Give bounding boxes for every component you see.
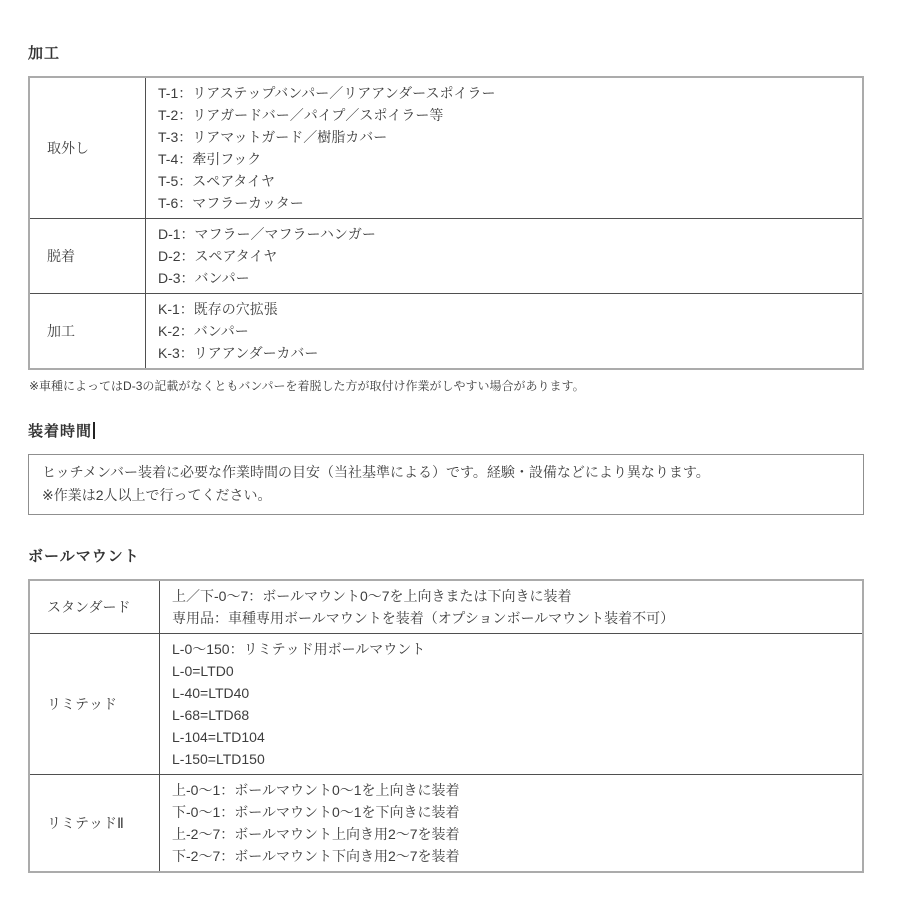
cell-line: D-1：マフラー／マフラーハンガー [158, 226, 376, 242]
row-content [146, 219, 862, 293]
cell-line: 下-2～7：ボールマウント下向き用2～7を装着 [172, 848, 460, 864]
row-content [146, 294, 862, 368]
cell-line: K-3：リアアンダーカバー [158, 345, 319, 361]
cell-line: T-6：マフラーカッター [158, 195, 304, 211]
cell-line: L-104=LTD104 [172, 729, 265, 745]
cell-line: 上-2～7：ボールマウント上向き用2～7を装着 [172, 826, 460, 842]
table-row-processing [30, 293, 862, 368]
table-row-detach [30, 218, 862, 293]
cell-line: T-4：牽引フック [158, 151, 262, 167]
info-line: ※作業は2人以上で行ってください。 [42, 487, 272, 503]
cell-line: T-3：リアマットガード／樹脂カバー [158, 129, 388, 145]
row-label: リミテッド [30, 634, 160, 774]
cell-line: T-2：リアガードバー／パイプ／スポイラー等 [158, 107, 444, 123]
row-content [160, 581, 862, 633]
section-title-processing: 加工 [28, 45, 61, 62]
info-line: ヒッチメンバー装着に必要な作業時間の目安（当社基準による）です。経験・設備などにより異なります。 [42, 464, 710, 480]
cell-line: 下-0～1：ボールマウント0～1を下向きに装着 [172, 804, 460, 820]
cell-line: L-0～150：リミテッド用ボールマウント [172, 641, 426, 657]
row-content [160, 775, 862, 871]
install-time-box [28, 454, 864, 515]
processing-table [28, 76, 864, 370]
cell-line: D-2：スペアタイヤ [158, 248, 278, 264]
table-row-limited-2 [30, 774, 862, 871]
cell-line: K-2：バンパー [158, 323, 249, 339]
text-cursor [93, 422, 95, 439]
cell-line: L-40=LTD40 [172, 685, 250, 701]
section-title-ballmount: ボールマウント [28, 548, 140, 565]
cell-line: 上-0～1：ボールマウント0～1を上向きに装着 [172, 782, 460, 798]
section-title-install-time [28, 420, 865, 441]
install-time-title-text: 装着時間 [28, 423, 93, 440]
table-row-limited [30, 633, 862, 774]
ballmount-table [28, 579, 864, 873]
row-content [146, 78, 862, 218]
row-label: 脱着 [30, 219, 146, 293]
cell-line: 専用品：車種専用ボールマウントを装着（オプションボールマウント装着不可） [172, 610, 675, 626]
cell-line: L-0=LTD0 [172, 663, 234, 679]
cell-line: L-68=LTD68 [172, 707, 250, 723]
row-label: 加工 [30, 294, 146, 368]
table-row-standard [30, 581, 862, 633]
row-label: スタンダード [30, 581, 160, 633]
row-label: リミテッドⅡ [30, 775, 160, 871]
cell-line: D-3：バンパー [158, 270, 250, 286]
row-content [160, 634, 862, 774]
cell-line: K-1：既存の穴拡張 [158, 301, 278, 317]
cell-line: 上／下-0～7：ボールマウント0～7を上向きまたは下向きに装着 [172, 588, 572, 604]
cell-line: T-1：リアステップバンパー／リアアンダースポイラー [158, 85, 496, 101]
cell-line: T-5：スペアタイヤ [158, 173, 275, 189]
row-label: 取外し [30, 78, 146, 218]
cell-line: L-150=LTD150 [172, 751, 265, 767]
table-row-removal [30, 78, 862, 218]
processing-footnote: ※車種によってはD-3の記載がなくともバンパーを着脱した方が取付け作業がしやすい場合があります。 [29, 379, 585, 393]
